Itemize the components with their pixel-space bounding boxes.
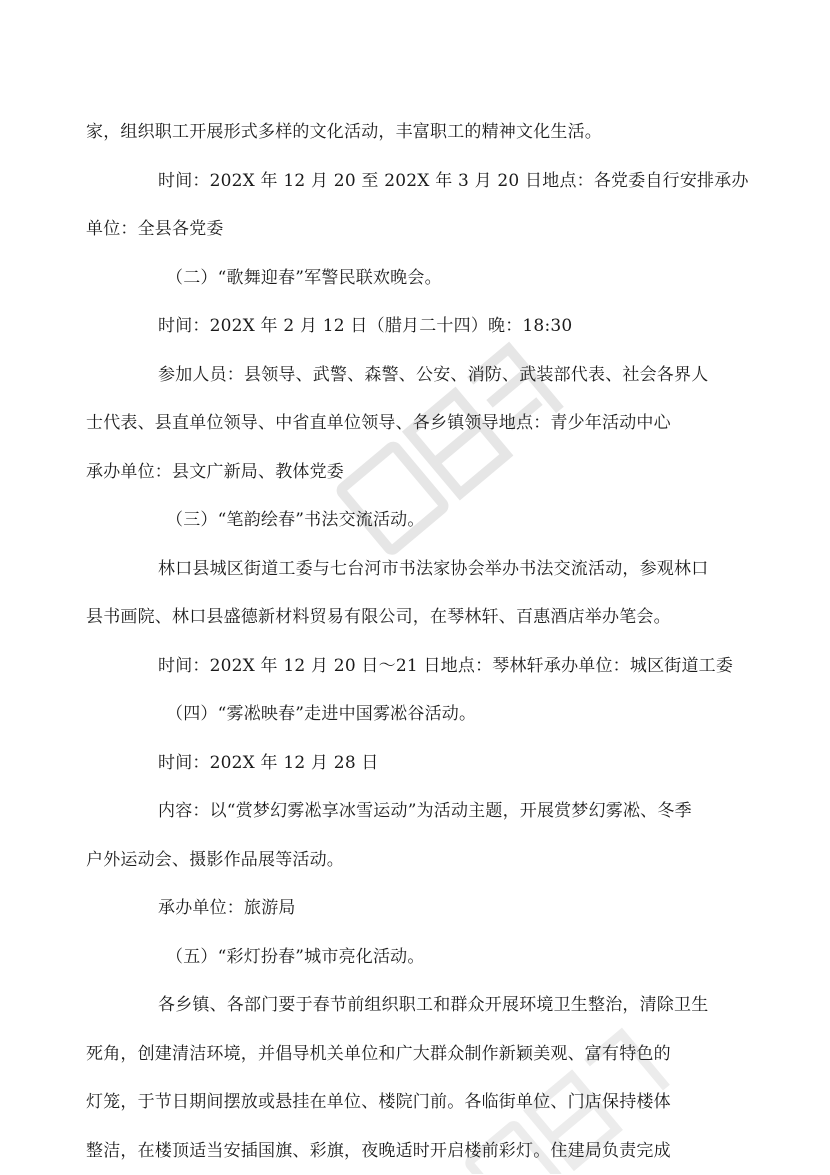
text-line: 承办单位：旅游局 <box>122 884 712 933</box>
text-line: 整洁，在楼顶适当安插国旗、彩旗，夜晚适时开启楼前彩灯。住建局负责完成 <box>86 1127 676 1175</box>
section-heading: （五）“彩灯扮春”城市亮化活动。 <box>122 933 712 982</box>
text-line: 各乡镇、各部门要于春节前组织职工和群众开展环境卫生整治，清除卫生 <box>122 981 712 1030</box>
text-line: 户外运动会、摄影作品展等活动。 <box>86 836 676 885</box>
text-line: 林口县城区街道工委与七台河市书法家协会举办书法交流活动，参观林口 <box>122 545 712 594</box>
text-line: 单位：全县各党委 <box>86 205 676 254</box>
text-line: 家，组织职工开展形式多样的文化活动，丰富职工的精神文化生活。 <box>50 108 676 157</box>
text-line: 死角，创建清洁环境，并倡导机关单位和广大群众制作新颖美观、富有特色的 <box>86 1030 676 1079</box>
document-body <box>122 108 712 1175</box>
section-heading: （二）“歌舞迎春”军警民联欢晚会。 <box>122 254 712 303</box>
text-line: 灯笼，于节日期间摆放或悬挂在单位、楼院门前。各临街单位、门店保持楼体 <box>86 1078 676 1127</box>
text-line: 承办单位：县文广新局、教体党委 <box>86 448 676 497</box>
text-line: 时间：202X 年 2 月 12 日（腊月二十四）晚：18:30 <box>122 302 712 351</box>
text-line: 士代表、县直单位领导、中省直单位领导、各乡镇领导地点：青少年活动中心 <box>86 399 676 448</box>
text-line: 时间：202X 年 12 月 28 日 <box>122 739 712 788</box>
section-heading: （三）“笔韵绘春”书法交流活动。 <box>122 496 712 545</box>
section-heading: （四）“雾凇映春”走进中国雾凇谷活动。 <box>122 690 712 739</box>
text-line: 内容：以“赏梦幻雾凇享冰雪运动”为活动主题，开展赏梦幻雾凇、冬季 <box>122 787 712 836</box>
text-line: 时间：202X 年 12 月 20 日～21 日地点：琴林轩承办单位：城区街道工委 <box>122 642 712 691</box>
text-line: 县书画院、林口县盛德新材料贸易有限公司，在琴林轩、百惠酒店举办笔会。 <box>86 593 676 642</box>
text-line: 时间：202X 年 12 月 20 至 202X 年 3 月 20 日地点：各党委自行安排承办 <box>122 157 712 206</box>
text-line: 参加人员：县领导、武警、森警、公安、消防、武装部代表、社会各界人 <box>122 351 712 400</box>
